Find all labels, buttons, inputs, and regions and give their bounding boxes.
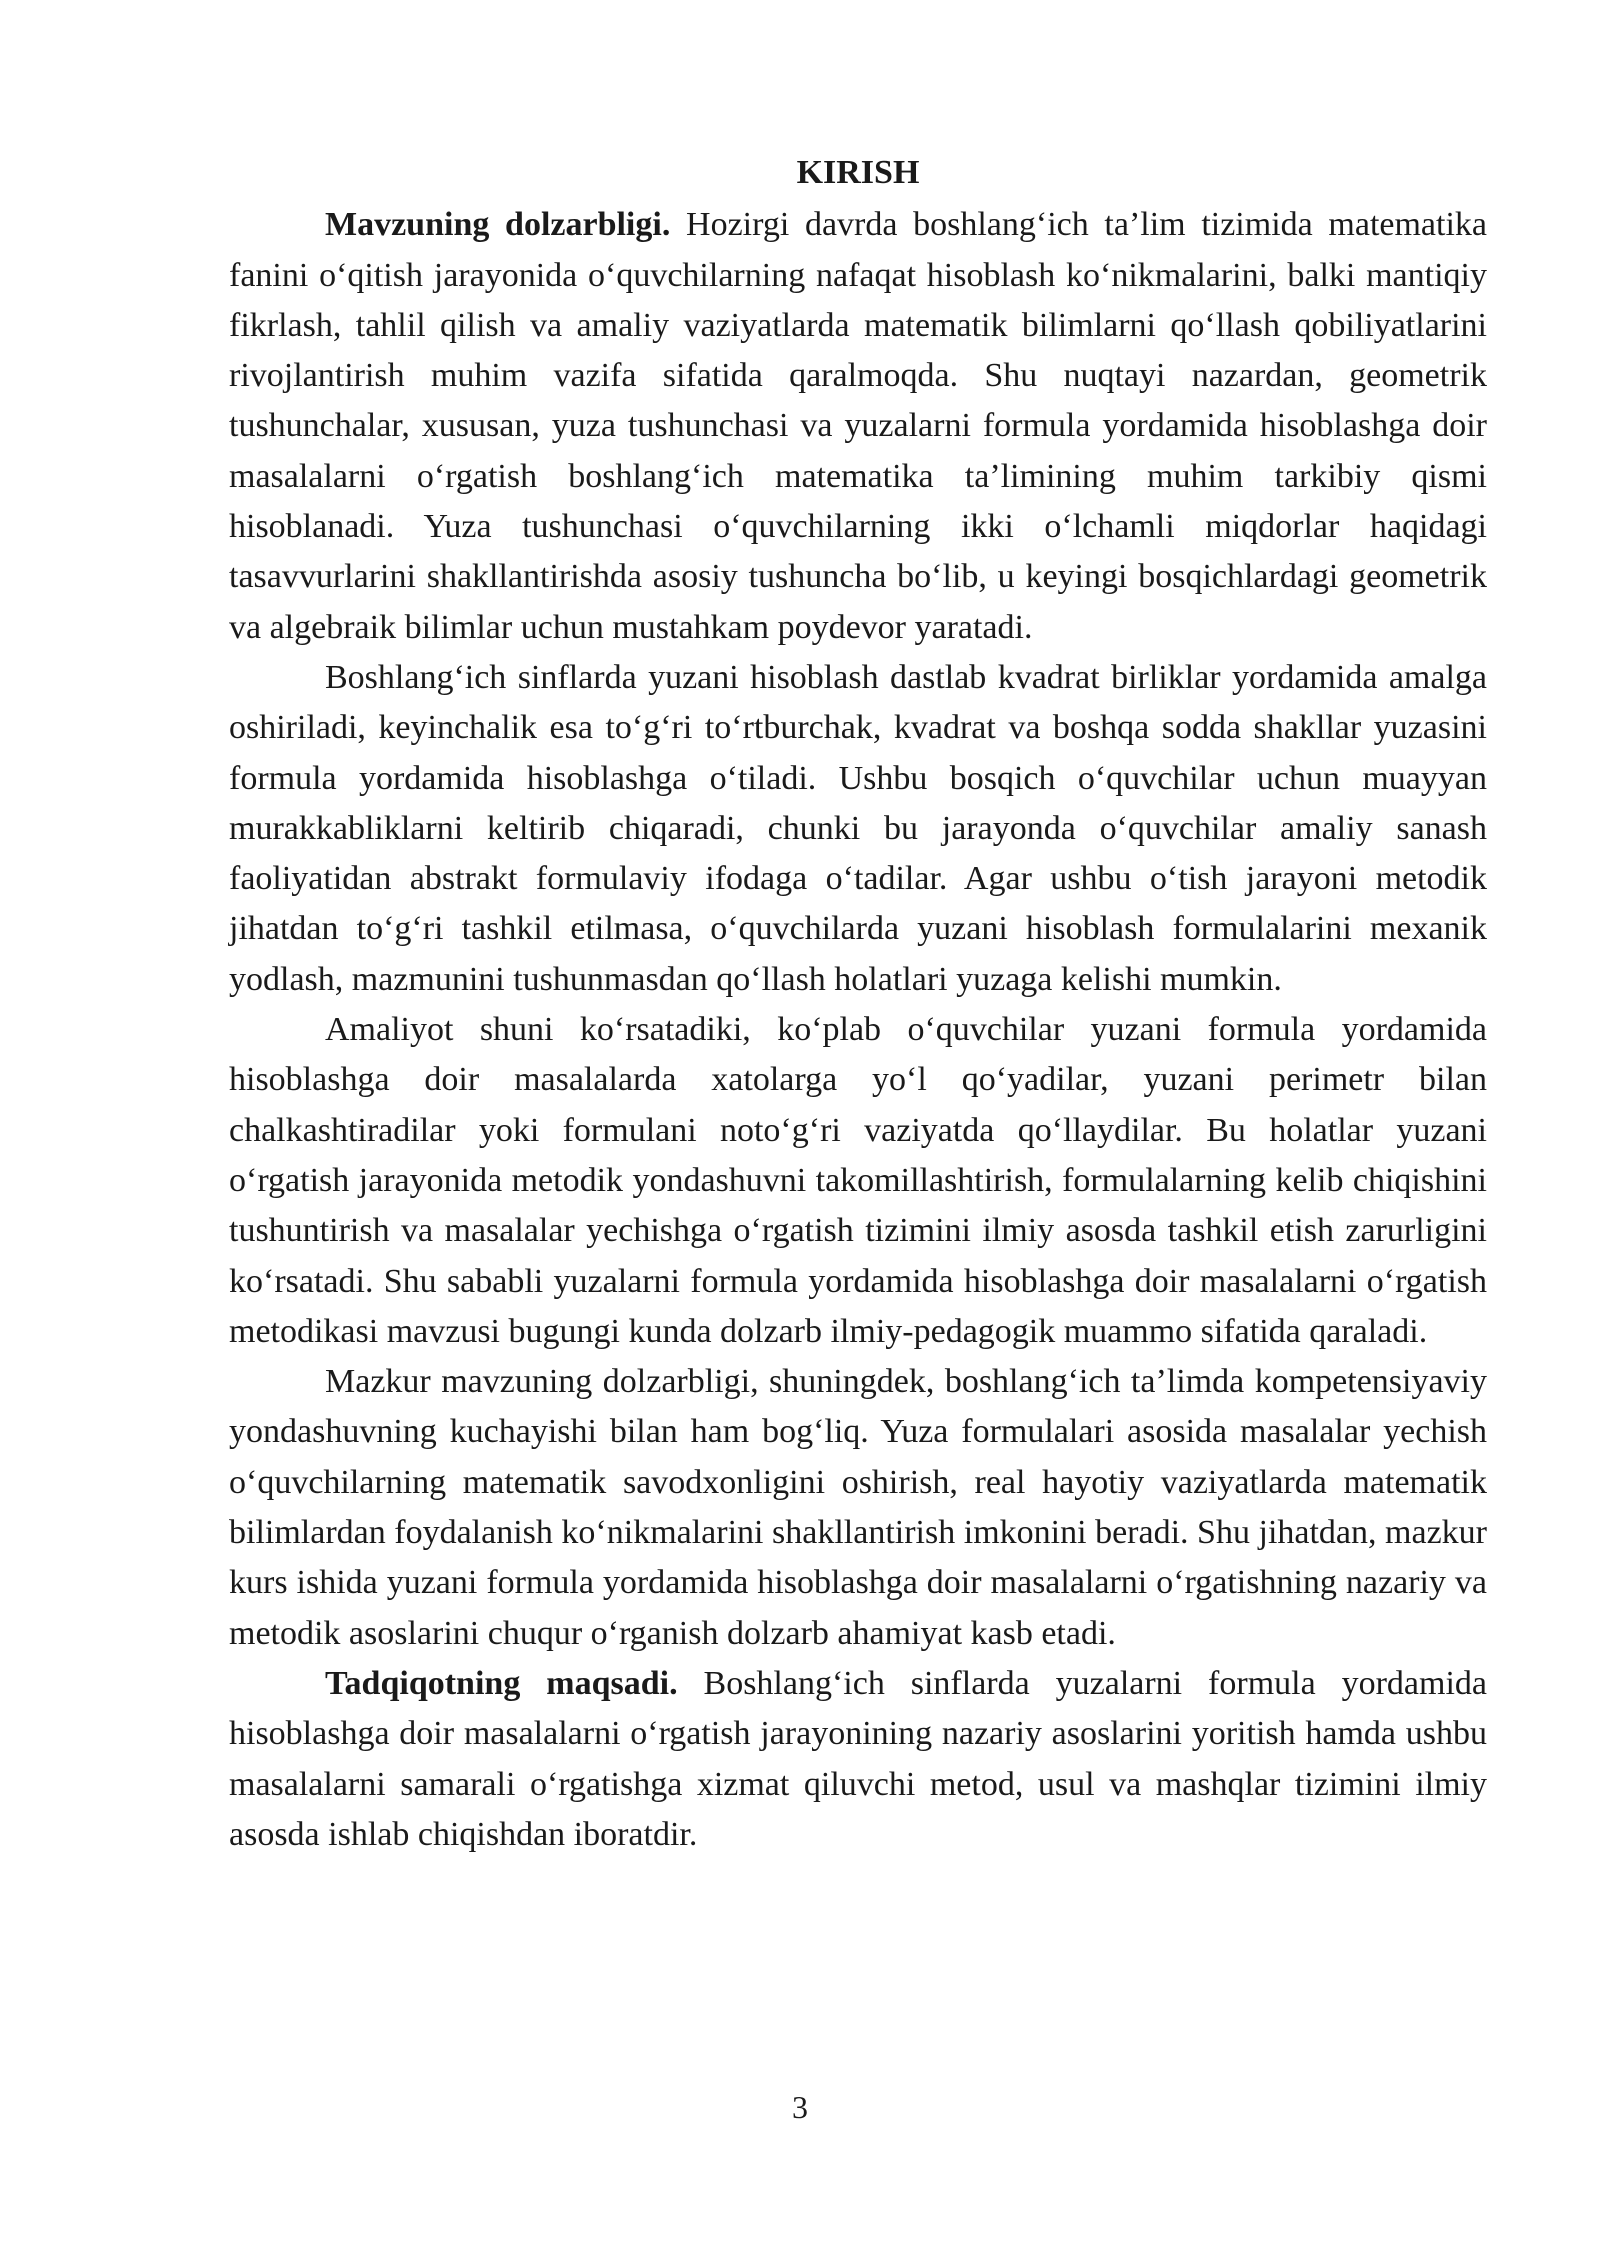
page-number: 3 [792, 2089, 808, 2125]
paragraph-lead-relevance: Mavzuning dolzarbligi. [325, 206, 671, 244]
section-title: KIRISH [796, 154, 920, 191]
paragraph-text: Boshlang‘ich sinflarda yuzalarni formula yordamida hisoblashga doir masalalarni o‘rgatish jarayonining nazariy asoslarini yoritish hamda ushbu masalalarni samarali o‘rgatishga xizmat qiluvchi metod, usul va mashqlar tizimini ilmiy asosda ishlab chiqishdan iboratdir. [229, 1664, 1488, 1853]
paragraph-competency [229, 1357, 1487, 1659]
paragraph-area-calculation [229, 653, 1487, 1005]
paragraph-research-goal [229, 1659, 1487, 1860]
paragraph-relevance [229, 200, 1487, 653]
paragraph-lead-research-goal: Tadqiqotning maqsadi. [325, 1664, 678, 1702]
paragraph-text: Hozirgi davrda boshlang‘ich ta’lim tizimida matematika fanini o‘qitish jarayonida o‘quvchilarning nafaqat hisoblash ko‘nikmalarini, balki mantiqiy fikrlash, tahlil qilish va amaliy vaziyatlarda matematik bilimlarni qo‘llash qobiliyatlarini rivojlantirish muhim vazifa sifatida qaralmoqda. Shu nuqtayi nazardan, geometrik tushunchalar, xususan, yuza tushunchasi va yuzalarni formula yordamida hisoblashga doir masalalarni o‘rgatish boshlang‘ich matematika ta’limining muhim tarkibiy qismi hisoblanadi. Yuza tushunchasi o‘quvchilarning ikki o‘lchamli miqdorlar haqidagi tasavvurlarini shakllantirishda asosiy tushuncha bo‘lib, u keyingi bosqichlardagi geometrik va algebraik bilimlar uchun mustahkam poydevor yaratadi. [229, 206, 1488, 646]
paragraph-text: Mazkur mavzuning dolzarbligi, shuningdek, boshlang‘ich ta’limda kompetensiyaviy yondashuvning kuchayishi bilan ham bog‘liq. Yuza formulalari asosida masalalar yechish o‘quvchilarning matematik savodxonligini oshirish, real hayotiy vaziyatlarda matematik bilimlardan foydalanish ko‘nikmalarini shakllantirish imkonini beradi. Shu jihatdan, mazkur kurs ishida yuzani formula yordamida hisoblashga doir masalalarni o‘rgatishning nazariy va metodik asoslarini chuqur o‘rganish dolzarb ahamiyat kasb etadi. [229, 1363, 1487, 1652]
paragraph-text: Amaliyot shuni ko‘rsatadiki, ko‘plab o‘quvchilar yuzani formula yordamida hisoblashga doir masalalarda xatolarga yo‘l qo‘yadilar, yuzani perimetr bilan chalkashtiradilar yoki formulani noto‘g‘ri vaziyatda qo‘llaydilar. Bu holatlar yuzani o‘rgatish jarayonida metodik yondashuvni takomillashtirish, formulalarning kelib chiqishini tushuntirish va masalalar yechishga o‘rgatish tizimini ilmiy asosda tashkil etish zarurligini ko‘rsatadi. Shu sababli yuzalarni formula yordamida hisoblashga doir masalalarni o‘rgatish metodikasi mavzusi bugungi kunda dolzarb ilmiy-pedagogik muammo sifatida qaraladi. [229, 1011, 1487, 1350]
document-page [229, 148, 1487, 1860]
paragraph-practice [229, 1005, 1487, 1357]
paragraph-text: Boshlang‘ich sinflarda yuzani hisoblash dastlab kvadrat birliklar yordamida amalga oshiriladi, keyinchalik esa to‘g‘ri to‘rtburchak, kvadrat va boshqa sodda shakllar yuzasini formula yordamida hisoblashga o‘tiladi. Ushbu bosqich o‘quvchilar uchun muayyan murakkabliklarni keltirib chiqaradi, chunki bu jarayonda o‘quvchilar amaliy sanash faoliyatidan abstrakt formulaviy ifodaga o‘tadilar. Agar ushbu o‘tish jarayoni metodik jihatdan to‘g‘ri tashkil etilmasa, o‘quvchilarda yuzani hisoblash formulalarini mexanik yodlash, mazmunini tushunmasdan qo‘llash holatlari yuzaga kelishi mumkin. [229, 658, 1487, 998]
